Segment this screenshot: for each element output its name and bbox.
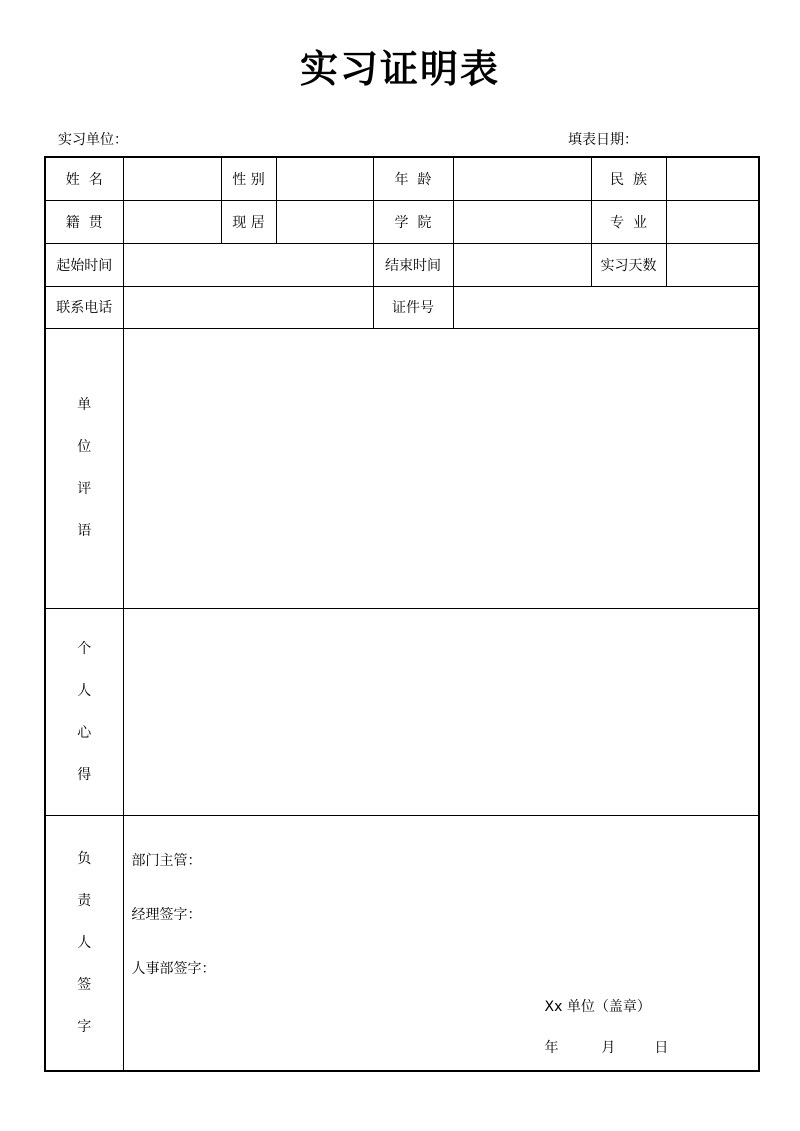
native-place-label: 籍 贯 bbox=[45, 200, 123, 243]
reflection-label bbox=[45, 608, 123, 815]
college-field[interactable] bbox=[453, 200, 591, 243]
manager-signature-label: 部门主管： bbox=[131, 852, 202, 869]
evaluation-label-char: 单 bbox=[77, 397, 92, 413]
phone-label: 联系电话 bbox=[45, 286, 123, 328]
signature-area[interactable] bbox=[123, 815, 759, 1071]
fill-date-label: 填表日期： bbox=[568, 132, 638, 148]
form-row-signature bbox=[45, 815, 759, 1071]
reflection-label-char: 得 bbox=[77, 766, 92, 783]
age-label: 年 龄 bbox=[373, 157, 453, 200]
reflection-label-char: 心 bbox=[77, 724, 92, 741]
ethnicity-label: 民 族 bbox=[591, 157, 666, 200]
signature-label-char: 人 bbox=[77, 934, 92, 951]
phone-field[interactable] bbox=[123, 286, 373, 328]
form-row-basic bbox=[45, 157, 759, 200]
month-label: 月 bbox=[601, 1039, 616, 1056]
name-label: 姓 名 bbox=[45, 157, 123, 200]
form-row-evaluation bbox=[45, 328, 759, 608]
reflection-label-char: 人 bbox=[77, 682, 92, 699]
ethnicity-field[interactable] bbox=[666, 157, 759, 200]
residence-label: 现 居 bbox=[221, 200, 276, 243]
end-time-field[interactable] bbox=[453, 243, 591, 286]
signature-label-char: 签 bbox=[77, 976, 92, 993]
signature-label-char: 负 bbox=[77, 850, 92, 867]
evaluation-label bbox=[45, 328, 123, 608]
id-number-label: 证件号 bbox=[373, 286, 453, 328]
evaluation-label-char: 位 bbox=[77, 439, 92, 455]
company-stamp-label: Xx 单位（盖章） bbox=[544, 998, 651, 1015]
id-number-field[interactable] bbox=[453, 286, 759, 328]
major-field[interactable] bbox=[666, 200, 759, 243]
evaluation-label-char: 评 bbox=[77, 481, 92, 497]
internship-form-table bbox=[44, 156, 760, 1072]
form-row-contact bbox=[45, 286, 759, 328]
college-label: 学 院 bbox=[373, 200, 453, 243]
internship-unit-label: 实习单位： bbox=[58, 132, 128, 148]
end-time-label: 结束时间 bbox=[373, 243, 453, 286]
reflection-field[interactable] bbox=[123, 608, 759, 815]
days-field[interactable] bbox=[666, 243, 759, 286]
year-label: 年 bbox=[544, 1039, 559, 1056]
age-field[interactable] bbox=[453, 157, 591, 200]
start-time-field[interactable] bbox=[123, 243, 373, 286]
form-row-origin bbox=[45, 200, 759, 243]
native-place-field[interactable] bbox=[123, 200, 221, 243]
form-row-reflection bbox=[45, 608, 759, 815]
gender-label: 性 别 bbox=[221, 157, 276, 200]
gender-field[interactable] bbox=[276, 157, 373, 200]
page-title: 实习证明表 bbox=[299, 47, 500, 91]
start-time-label: 起始时间 bbox=[45, 243, 123, 286]
evaluation-field[interactable] bbox=[123, 328, 759, 608]
director-signature-label: 经理签字： bbox=[131, 906, 202, 923]
hr-signature-label: 人事部签字： bbox=[131, 960, 216, 977]
signature-date bbox=[545, 1037, 669, 1057]
form-row-period bbox=[45, 243, 759, 286]
signature-label-char: 责 bbox=[77, 892, 92, 909]
reflection-label-char: 个 bbox=[77, 640, 92, 657]
signature-label-char: 字 bbox=[77, 1018, 92, 1035]
evaluation-label-char: 语 bbox=[77, 523, 92, 539]
signature-label bbox=[45, 815, 123, 1071]
residence-field[interactable] bbox=[276, 200, 373, 243]
day-label: 日 bbox=[654, 1039, 669, 1056]
days-label: 实习天数 bbox=[591, 243, 666, 286]
name-field[interactable] bbox=[123, 157, 221, 200]
major-label: 专 业 bbox=[591, 200, 666, 243]
